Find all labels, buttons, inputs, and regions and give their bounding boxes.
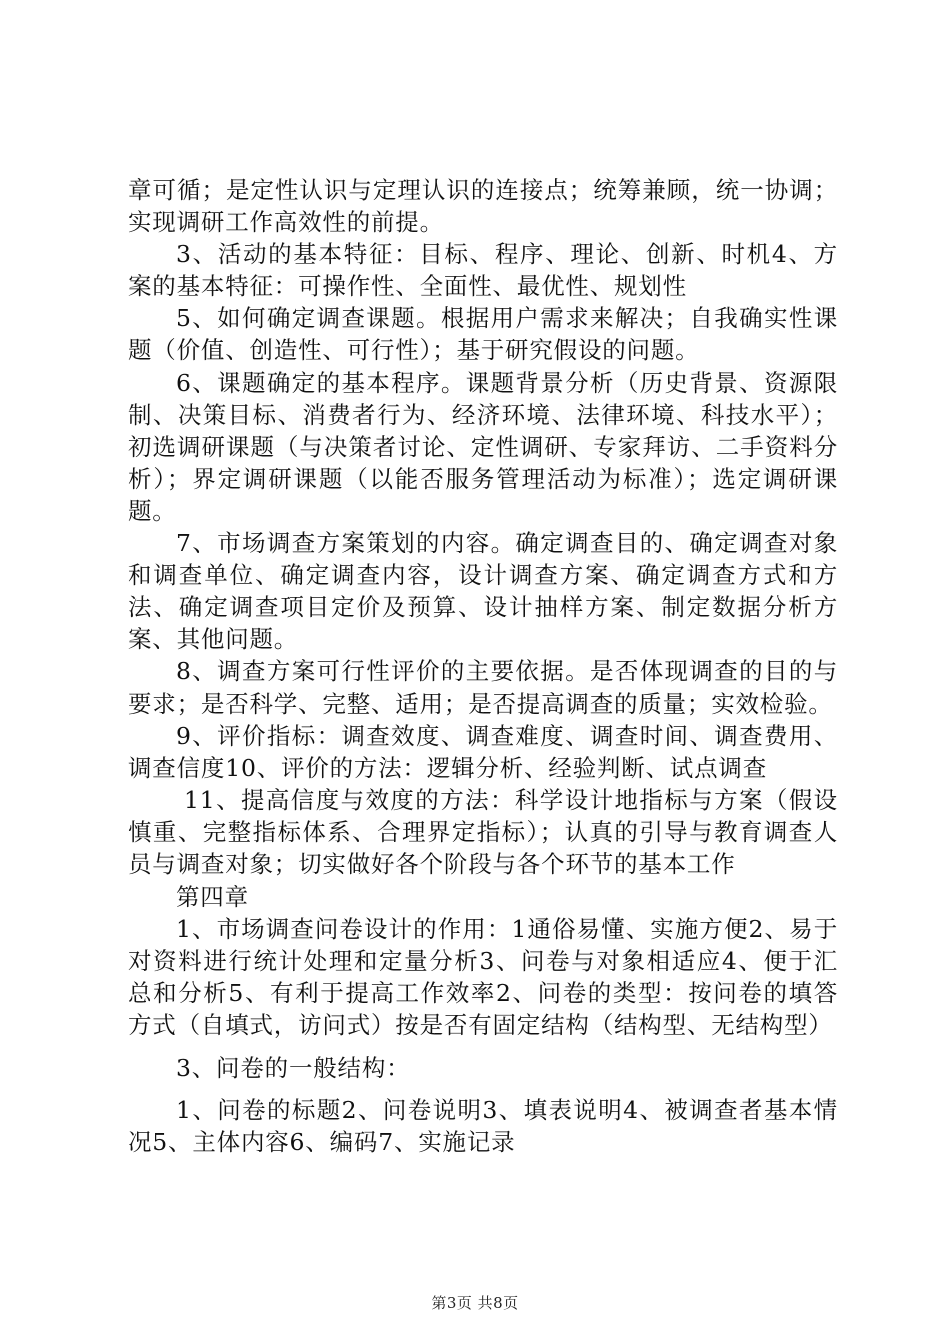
paragraph-questionnaire-structure: 3、问卷的一般结构： — [176, 1053, 411, 1082]
paragraph-topic-procedure: 6、课题确定的基本程序。课题背景分析（历史背景、资源限制、决策目标、消费者行为、经济环境、法律环境、科技水平）；初选调研课题（与决策者讨论、定性调研、专家拜访、二手资料分析）；界定调研课题（以能否服务管理活动为标准）；选定调研课题。 — [128, 368, 838, 525]
document-body — [128, 174, 838, 1158]
paragraph-reliability-validity: 11、提高信度与效度的方法：科学设计地指标与方案（假设慎重、完整指标体系、合理界定指标）；认真的引导与教育调查人员与调查对象；切实做好各个阶段与各个环节的基本工作 — [128, 785, 838, 878]
paragraph-continuation: 章可循；是定性认识与定理认识的连接点；统筹兼顾，统一协调；实现调研工作高效性的前提。 — [128, 176, 838, 237]
chapter-heading: 第四章 — [176, 883, 249, 912]
paragraph-evaluation-indicators: 9、评价指标：调查效度、调查难度、调查时间、调查费用、调查信度10、评价的方法：逻辑分析、经验判断、试点调查 — [128, 721, 838, 782]
page-number-footer: 第3页 共8页 — [431, 1294, 519, 1312]
paragraph-plan-content: 7、市场调查方案策划的内容。确定调查目的、确定调查对象和调查单位、确定调查内容，设计调查方案、确定调查方式和方法、确定调查项目定价及预算、设计抽样方案、制定数据分析方案、其他问题。 — [128, 529, 838, 654]
paragraph-determine-topic: 5、如何确定调查课题。根据用户需求来解决；自我确实性课题（价值、创造性、可行性）；基于研究假设的问题。 — [128, 304, 838, 365]
paragraph-questionnaire-role: 1、市场调查问卷设计的作用：1通俗易懂、实施方便2、易于对资料进行统计处理和定量分析3、问卷与对象相适应4、便于汇总和分析5、有利于提高工作效率2、问卷的类型：按问卷的填答方式（自填式，访问式）按是否有固定结构（结构型、无结构型） — [128, 915, 838, 1040]
paragraph-structure-items: 1、问卷的标题2、问卷说明3、填表说明4、被调查者基本情况5、主体内容6、编码7、实施记录 — [128, 1095, 838, 1156]
paragraph-feasibility: 8、调查方案可行性评价的主要依据。是否体现调查的目的与要求；是否科学、完整、适用；是否提高调查的质量；实效检验。 — [128, 657, 838, 718]
paragraph-activity-features: 3、活动的基本特征：目标、程序、理论、创新、时机4、方案的基本特征：可操作性、全面性、最优性、规划性 — [128, 240, 838, 301]
